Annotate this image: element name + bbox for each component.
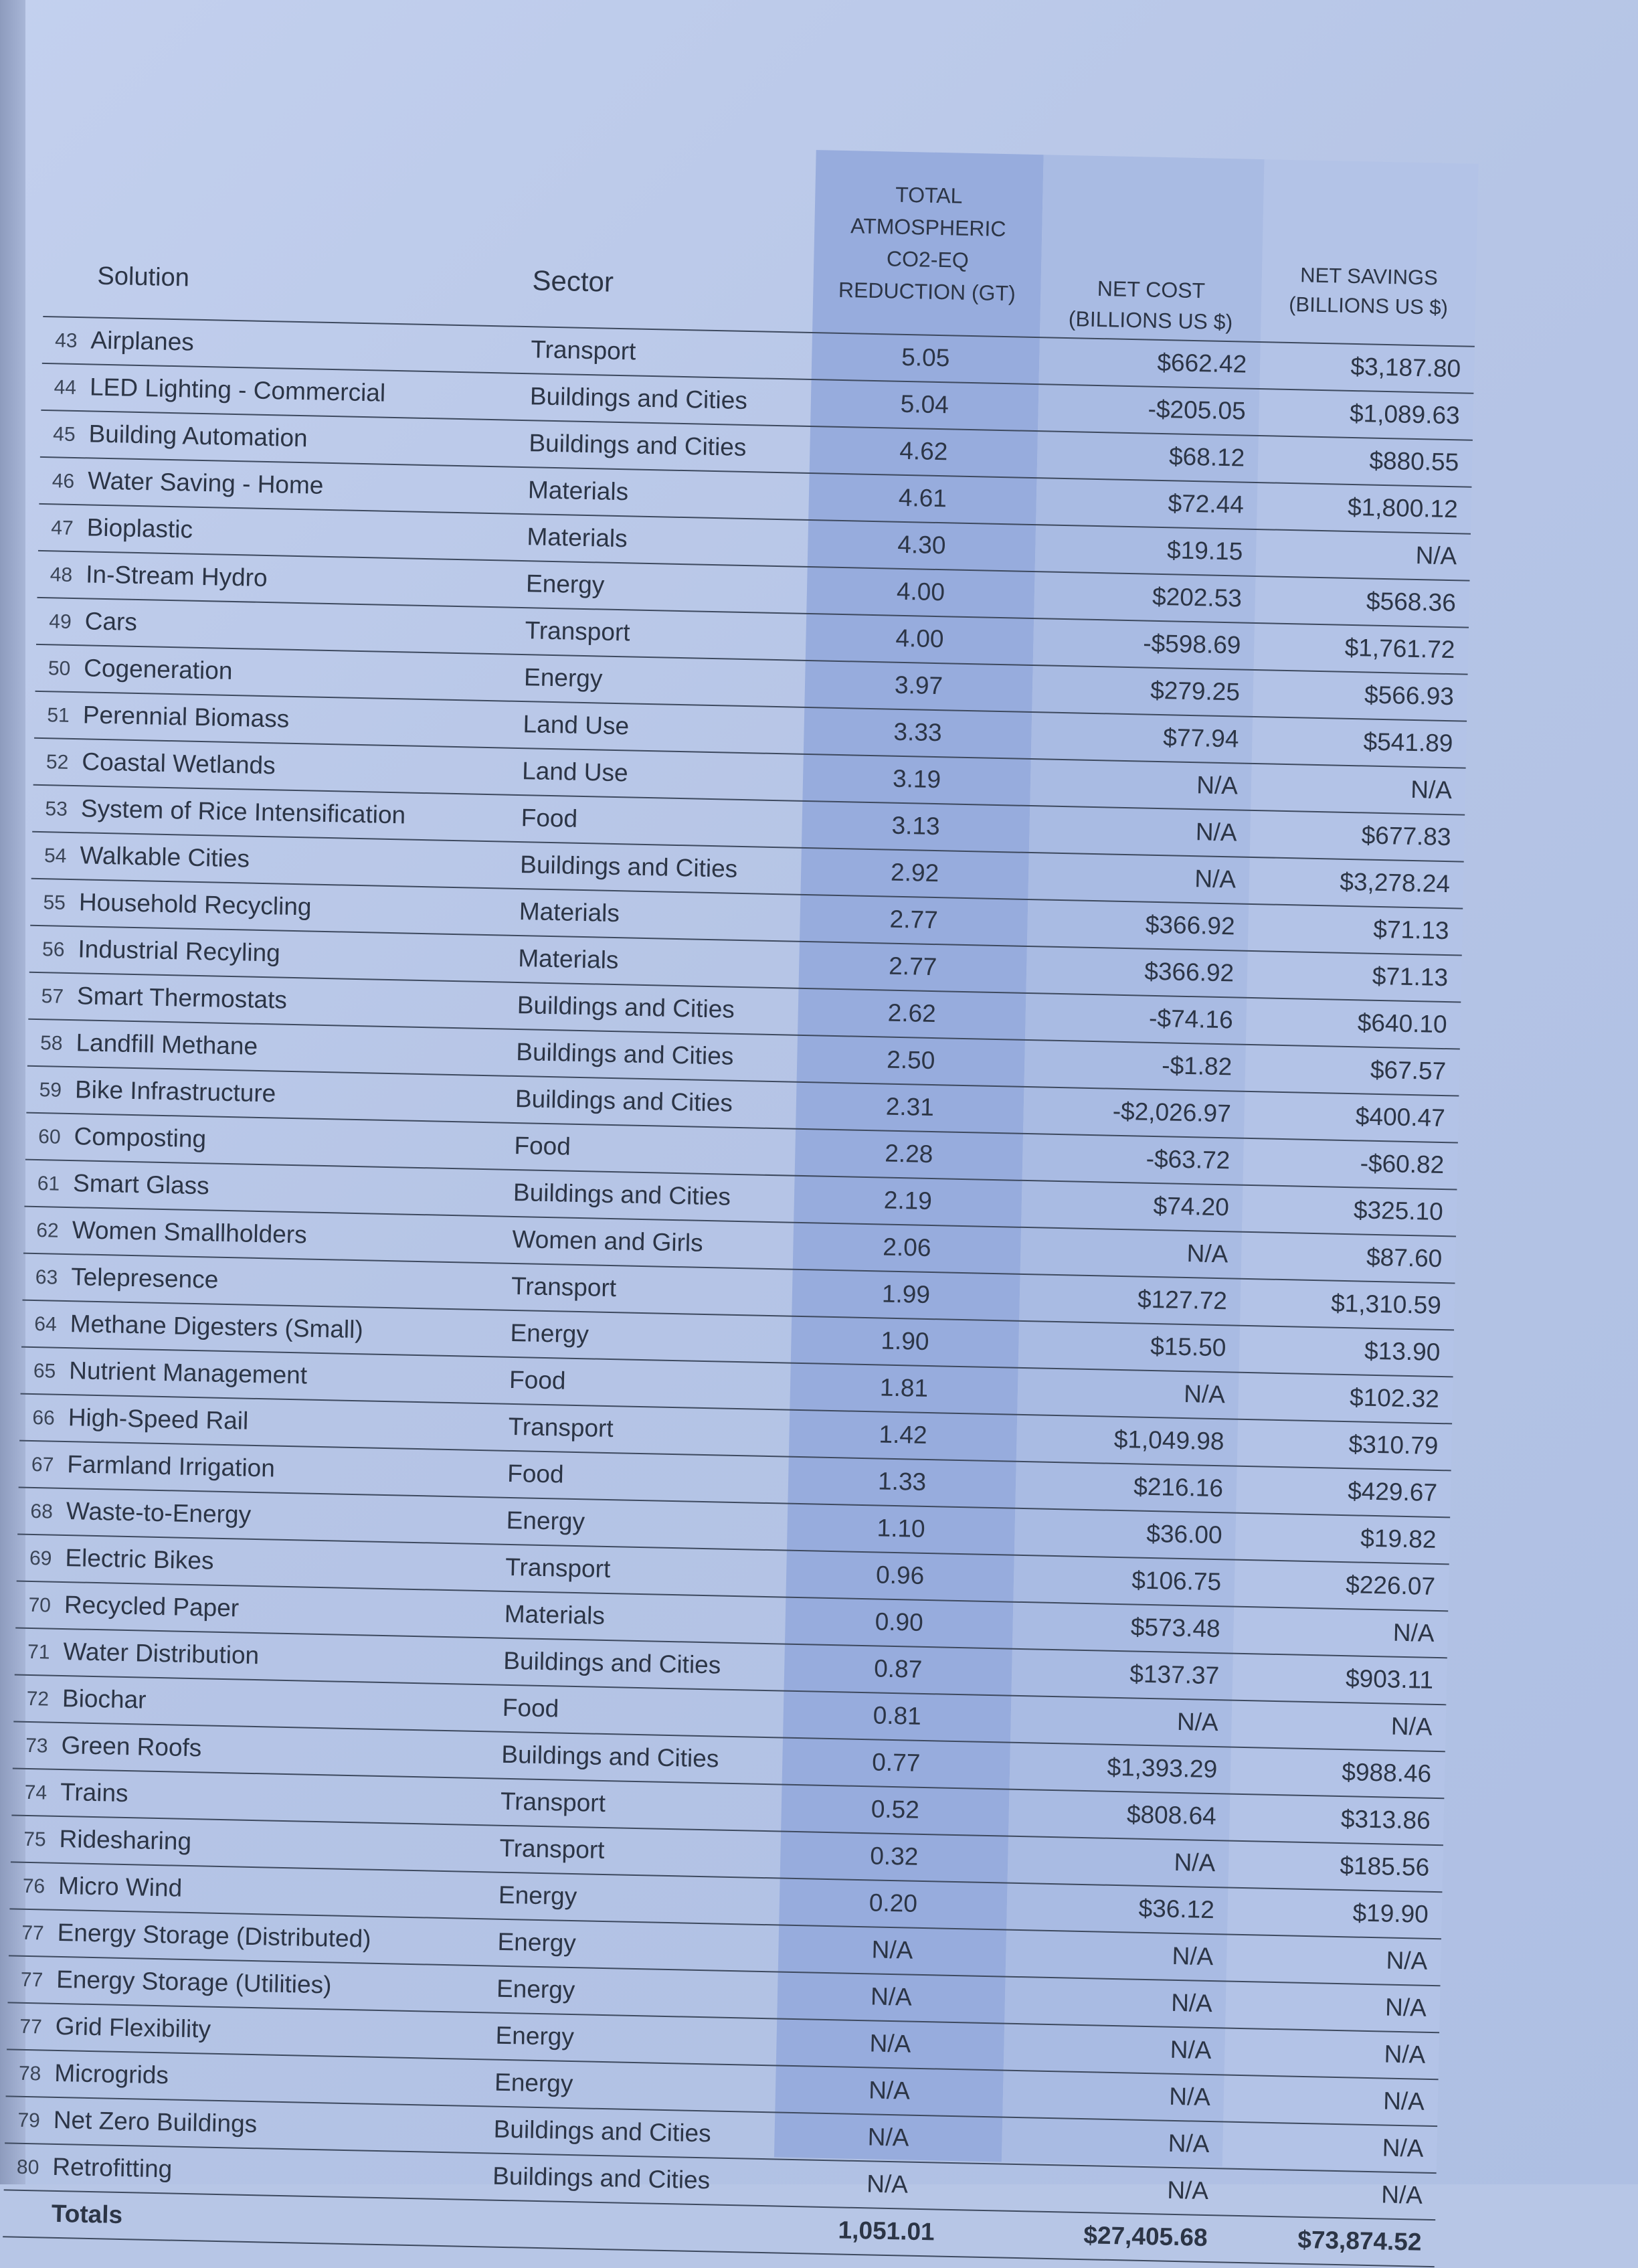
row-sector: Materials	[517, 944, 619, 974]
row-net-savings: $185.56	[1340, 1852, 1430, 1881]
row-net-savings: $880.55	[1369, 446, 1459, 476]
row-net-savings: N/A	[1382, 2133, 1424, 2162]
row-net-cost: -$63.72	[1146, 1144, 1231, 1174]
row-reduction: N/A	[866, 2170, 909, 2198]
row-net-savings: $903.11	[1345, 1664, 1434, 1694]
row-reduction: 2.62	[887, 998, 937, 1028]
row-solution: Net Zero Buildings	[53, 2105, 258, 2138]
row-solution: Bioplastic	[86, 513, 193, 543]
row-solution: Airplanes	[90, 326, 195, 356]
row-sector: Energy	[496, 1974, 575, 2004]
row-net-cost: -$2,026.97	[1112, 1097, 1232, 1128]
row-sector: Buildings and Cities	[529, 382, 748, 415]
row-rank: 73	[25, 1734, 48, 1757]
row-reduction: 0.96	[875, 1561, 925, 1589]
row-net-cost: $127.72	[1137, 1285, 1228, 1315]
row-reduction: 0.52	[871, 1795, 920, 1824]
row-net-cost: -$598.69	[1142, 629, 1241, 659]
row-reduction: 4.61	[898, 483, 947, 513]
row-rank: 54	[43, 845, 67, 867]
row-net-cost: N/A	[1166, 2176, 1209, 2205]
row-net-cost: $137.37	[1129, 1660, 1220, 1690]
row-rank: 46	[52, 470, 75, 493]
row-solution: Water Saving - Home	[87, 466, 324, 499]
row-net-cost: $366.92	[1145, 910, 1236, 940]
row-net-cost: -$1.82	[1161, 1051, 1233, 1081]
row-solution: Nutrient Management	[68, 1357, 308, 1389]
row-sector: Transport	[530, 335, 636, 365]
row-net-savings: N/A	[1410, 775, 1453, 804]
row-reduction: 0.81	[873, 1701, 922, 1730]
row-reduction: 0.90	[875, 1607, 924, 1636]
totals-net-cost: $27,405.68	[1083, 2221, 1208, 2252]
row-sector: Land Use	[521, 757, 629, 787]
row-reduction: 3.33	[893, 717, 942, 747]
row-solution: Walkable Cities	[80, 841, 250, 873]
row-reduction: 0.77	[871, 1748, 921, 1777]
row-rank: 57	[41, 985, 64, 1008]
row-rank: 77	[19, 2015, 43, 2038]
row-solution: Energy Storage (Distributed)	[57, 1918, 371, 1953]
row-net-cost: N/A	[1168, 2129, 1210, 2158]
row-solution: Waste-to-Energy	[66, 1497, 252, 1529]
row-net-cost: N/A	[1170, 2035, 1212, 2065]
row-solution: Landfill Methane	[76, 1029, 258, 1060]
row-net-savings: $102.32	[1349, 1383, 1440, 1413]
row-sector: Buildings and Cities	[529, 429, 747, 461]
row-sector: Transport	[500, 1787, 606, 1818]
row-net-cost: -$74.16	[1148, 1004, 1234, 1034]
row-net-savings: $1,761.72	[1344, 633, 1455, 664]
row-net-cost: $216.16	[1133, 1472, 1224, 1502]
row-sector: Buildings and Cities	[492, 2162, 711, 2194]
row-solution: Grid Flexibility	[55, 2012, 211, 2043]
row-sector: Buildings and Cities	[515, 1084, 733, 1117]
row-rank: 50	[48, 657, 71, 680]
row-solution: Methane Digesters (Small)	[70, 1310, 364, 1344]
row-solution: Retrofitting	[52, 2152, 173, 2183]
row-solution: Ridesharing	[59, 1824, 192, 1856]
row-rank: 61	[37, 1172, 60, 1195]
row-rank: 79	[17, 2109, 41, 2132]
row-net-savings: $541.89	[1363, 727, 1453, 758]
row-net-cost: N/A	[1168, 2082, 1211, 2111]
row-rank: 74	[24, 1781, 48, 1804]
row-reduction: 1.90	[881, 1326, 929, 1356]
row-sector: Energy	[510, 1318, 589, 1348]
row-sector: Energy	[498, 1881, 577, 1911]
row-net-savings: $1,089.63	[1349, 399, 1461, 430]
row-net-savings: $71.13	[1372, 962, 1449, 992]
row-net-cost: $19.15	[1166, 536, 1243, 565]
row-net-savings: $67.57	[1370, 1055, 1447, 1085]
row-sector: Energy	[495, 2021, 575, 2051]
row-reduction: 5.05	[901, 343, 950, 372]
row-rank: 51	[47, 704, 70, 727]
row-solution: Green Roofs	[61, 1731, 202, 1762]
row-rank: 72	[26, 1687, 50, 1711]
row-reduction: 2.77	[889, 905, 939, 934]
row-solution: Industrial Recyling	[78, 935, 281, 967]
row-reduction: 3.97	[894, 671, 943, 700]
row-rank: 58	[39, 1032, 63, 1055]
row-net-cost: N/A	[1186, 1239, 1228, 1268]
row-net-savings: $1,310.59	[1330, 1289, 1442, 1320]
row-net-cost: $366.92	[1144, 957, 1235, 987]
solutions-table	[5, 134, 1506, 2256]
row-net-savings: $13.90	[1364, 1336, 1441, 1367]
row-net-cost: N/A	[1183, 1380, 1226, 1409]
row-net-savings: $1,800.12	[1347, 493, 1459, 523]
row-sector: Transport	[511, 1272, 617, 1302]
row-net-cost: $106.75	[1131, 1566, 1222, 1596]
row-reduction: 0.20	[869, 1889, 918, 1917]
row-reduction: 2.06	[883, 1233, 931, 1262]
row-sector: Food	[509, 1365, 566, 1395]
row-solution: Micro Wind	[58, 1871, 183, 1902]
row-net-savings: $313.86	[1340, 1805, 1431, 1834]
row-sector: Food	[502, 1693, 559, 1723]
row-sector: Buildings and Cities	[516, 1037, 734, 1070]
row-reduction: 2.19	[883, 1186, 933, 1215]
table-body	[3, 316, 1475, 2267]
totals-reduction: 1,051.01	[838, 2216, 935, 2246]
row-reduction: 3.13	[891, 811, 941, 841]
row-reduction: 5.04	[900, 389, 949, 419]
row-rank: 63	[35, 1266, 58, 1289]
row-net-cost: $77.94	[1162, 723, 1239, 753]
row-solution: Household Recycling	[78, 888, 312, 921]
row-reduction: 4.30	[897, 530, 946, 559]
row-net-savings: $3,278.24	[1339, 867, 1451, 898]
row-sector: Transport	[499, 1834, 605, 1864]
row-rank: 77	[21, 1921, 45, 1945]
row-reduction: N/A	[868, 2076, 911, 2105]
header-net-savings: NET SAVINGS (BILLIONS US $)	[1288, 263, 1449, 319]
row-solution: Cogeneration	[83, 654, 233, 685]
row-sector: Materials	[519, 897, 620, 928]
row-solution: Women Smallholders	[72, 1216, 308, 1249]
row-rank: 66	[32, 1406, 56, 1429]
row-net-savings: -$60.82	[1360, 1149, 1445, 1179]
row-sector: Women and Girls	[512, 1225, 704, 1257]
row-net-savings: N/A	[1384, 1993, 1427, 2022]
row-solution: Energy Storage (Utilities)	[56, 1965, 332, 1999]
row-solution: Smart Glass	[72, 1169, 210, 1200]
row-rank: 59	[39, 1079, 62, 1102]
row-net-cost: $74.20	[1153, 1191, 1230, 1221]
row-net-savings: $677.83	[1361, 821, 1451, 851]
row-rank: 52	[46, 751, 69, 774]
row-solution: Farmland Irrigation	[66, 1450, 276, 1482]
row-sector: Buildings and Cities	[503, 1646, 721, 1679]
row-rank: 49	[49, 610, 72, 633]
row-net-cost: $202.53	[1152, 582, 1243, 612]
row-sector: Buildings and Cities	[501, 1740, 719, 1773]
row-rank: 75	[23, 1828, 46, 1851]
row-net-savings: $325.10	[1353, 1196, 1444, 1226]
row-solution: Cars	[84, 607, 138, 636]
row-net-cost: $573.48	[1130, 1613, 1221, 1643]
row-rank: 53	[45, 798, 68, 820]
row-solution: In-Stream Hydro	[85, 560, 268, 592]
header-net-cost: NET COST (BILLIONS US $)	[1068, 276, 1233, 335]
row-sector: Energy	[523, 663, 603, 693]
row-net-savings: $310.79	[1348, 1430, 1439, 1460]
row-reduction: 1.42	[879, 1420, 927, 1449]
row-solution: Trains	[60, 1777, 128, 1808]
row-rank: 55	[43, 891, 66, 914]
row-reduction: 0.87	[873, 1654, 923, 1683]
header-solution: Solution	[97, 262, 190, 292]
row-rank: 45	[52, 423, 76, 446]
row-sector: Materials	[504, 1599, 606, 1630]
row-sector: Energy	[506, 1506, 585, 1536]
row-rank: 80	[16, 2156, 39, 2179]
row-net-savings: $640.10	[1357, 1009, 1448, 1039]
row-reduction: 2.31	[885, 1092, 935, 1122]
row-net-cost: N/A	[1176, 1707, 1219, 1737]
row-reduction: 4.00	[895, 624, 944, 653]
row-net-cost: $72.44	[1168, 489, 1245, 519]
row-rank: 70	[28, 1593, 52, 1617]
row-solution: System of Rice Intensification	[80, 794, 406, 829]
row-reduction: 1.99	[881, 1280, 931, 1309]
row-rank: 62	[35, 1219, 60, 1242]
row-reduction: 2.50	[886, 1045, 935, 1075]
row-reduction: N/A	[869, 2029, 911, 2058]
totals-net-savings: $73,874.52	[1297, 2225, 1422, 2256]
row-net-savings: $3,187.80	[1350, 352, 1461, 383]
row-solution: Telepresence	[70, 1263, 219, 1294]
row-net-savings: $988.46	[1341, 1758, 1432, 1787]
row-net-cost: -$205.05	[1148, 395, 1247, 425]
row-sector: Food	[521, 804, 578, 833]
row-rank: 48	[50, 563, 73, 586]
row-net-savings: $19.90	[1352, 1899, 1429, 1928]
row-sector: Transport	[508, 1412, 614, 1443]
row-net-cost: N/A	[1195, 818, 1237, 847]
row-solution: Biochar	[62, 1684, 147, 1714]
row-reduction: N/A	[871, 1935, 913, 1964]
row-reduction: 1.33	[877, 1467, 927, 1496]
row-solution: Recycled Paper	[64, 1591, 240, 1622]
row-net-cost: $36.00	[1146, 1519, 1222, 1549]
row-reduction: 2.77	[888, 952, 937, 981]
row-solution: High-Speed Rail	[68, 1403, 249, 1435]
row-solution: Coastal Wetlands	[81, 748, 276, 780]
row-sector: Buildings and Cities	[517, 991, 735, 1023]
header-sector: Sector	[532, 264, 614, 298]
row-net-cost: $1,049.98	[1113, 1425, 1224, 1456]
row-reduction: 0.32	[869, 1842, 919, 1870]
row-net-cost: N/A	[1194, 865, 1237, 893]
row-net-cost: N/A	[1196, 771, 1239, 800]
header-reduction: TOTAL ATMOSPHERIC CO2-EQ REDUCTION (GT)	[838, 182, 1016, 306]
row-net-cost: $15.50	[1150, 1332, 1226, 1362]
row-net-savings: $87.60	[1366, 1243, 1443, 1273]
row-net-savings: N/A	[1382, 2087, 1425, 2115]
row-net-cost: $1,393.29	[1107, 1753, 1218, 1783]
row-rank: 78	[18, 2062, 41, 2085]
row-rank: 43	[54, 329, 78, 353]
row-net-cost: $279.25	[1150, 676, 1241, 706]
row-sector: Energy	[497, 1927, 577, 1957]
row-net-savings: $566.93	[1364, 681, 1455, 711]
row-rank: 77	[20, 1968, 43, 1992]
row-reduction: 4.62	[899, 436, 948, 466]
row-net-cost: $68.12	[1168, 442, 1245, 472]
row-rank: 71	[27, 1640, 50, 1664]
row-rank: 64	[34, 1313, 58, 1336]
row-rank: 44	[54, 376, 77, 400]
row-solution: Water Distribution	[63, 1638, 260, 1670]
row-net-savings: N/A	[1392, 1618, 1435, 1647]
row-reduction: 2.28	[884, 1139, 933, 1168]
row-rank: 69	[29, 1547, 52, 1570]
row-solution: Electric Bikes	[65, 1544, 214, 1575]
row-rank: 56	[41, 938, 65, 961]
row-reduction: N/A	[870, 1982, 913, 2011]
row-solution: Microgrids	[54, 2059, 169, 2089]
row-net-cost: N/A	[1172, 1941, 1214, 1971]
row-net-cost: $662.42	[1157, 348, 1247, 378]
row-solution: Perennial Biomass	[82, 701, 290, 733]
row-net-savings: N/A	[1390, 1712, 1433, 1741]
row-net-savings: $71.13	[1372, 915, 1449, 945]
row-net-savings: $19.82	[1360, 1524, 1437, 1553]
row-net-savings: N/A	[1386, 1946, 1428, 1975]
row-sector: Materials	[527, 523, 628, 553]
row-sector: Energy	[525, 570, 605, 599]
row-solution: Building Automation	[88, 420, 308, 452]
row-reduction: 4.00	[896, 577, 945, 606]
row-net-cost: N/A	[1174, 1848, 1216, 1877]
row-net-savings: N/A	[1384, 2040, 1426, 2069]
row-rank: 76	[22, 1874, 46, 1898]
row-net-cost: $36.12	[1138, 1894, 1215, 1924]
row-solution: Composting	[74, 1122, 207, 1153]
row-sector: Land Use	[523, 710, 630, 740]
row-reduction: 1.81	[879, 1373, 929, 1402]
row-sector: Buildings and Cities	[513, 1178, 731, 1211]
row-rank: 67	[31, 1453, 54, 1476]
row-sector: Buildings and Cities	[493, 2115, 712, 2148]
row-rank: 65	[33, 1359, 56, 1383]
row-net-cost: N/A	[1170, 1988, 1213, 2018]
row-net-savings: $226.07	[1345, 1571, 1436, 1600]
row-sector: Food	[507, 1459, 564, 1488]
row-solution: Smart Thermostats	[76, 982, 288, 1014]
row-reduction: 3.19	[892, 764, 941, 794]
row-sector: Transport	[525, 616, 630, 646]
row-rank: 68	[30, 1500, 54, 1523]
row-solution: LED Lighting - Commercial	[89, 373, 386, 407]
row-net-savings: $429.67	[1347, 1477, 1438, 1506]
row-sector: Energy	[494, 2068, 573, 2098]
row-net-savings: N/A	[1380, 2180, 1423, 2209]
row-reduction: 2.92	[890, 858, 939, 887]
totals-label: Totals	[51, 2199, 123, 2229]
row-reduction: N/A	[867, 2123, 909, 2152]
row-solution: Bike Infrastructure	[74, 1075, 276, 1108]
row-sector: Buildings and Cities	[519, 851, 738, 883]
row-net-savings: N/A	[1415, 541, 1457, 570]
row-net-savings: $400.47	[1355, 1102, 1446, 1132]
row-net-savings: $568.36	[1366, 587, 1457, 617]
row-sector: Transport	[505, 1553, 611, 1583]
row-reduction: 1.10	[877, 1514, 926, 1543]
row-rank: 60	[37, 1126, 61, 1148]
row-rank: 47	[50, 517, 74, 539]
row-sector: Materials	[527, 476, 629, 506]
row-sector: Food	[514, 1131, 571, 1160]
row-net-cost: $808.64	[1126, 1800, 1217, 1830]
